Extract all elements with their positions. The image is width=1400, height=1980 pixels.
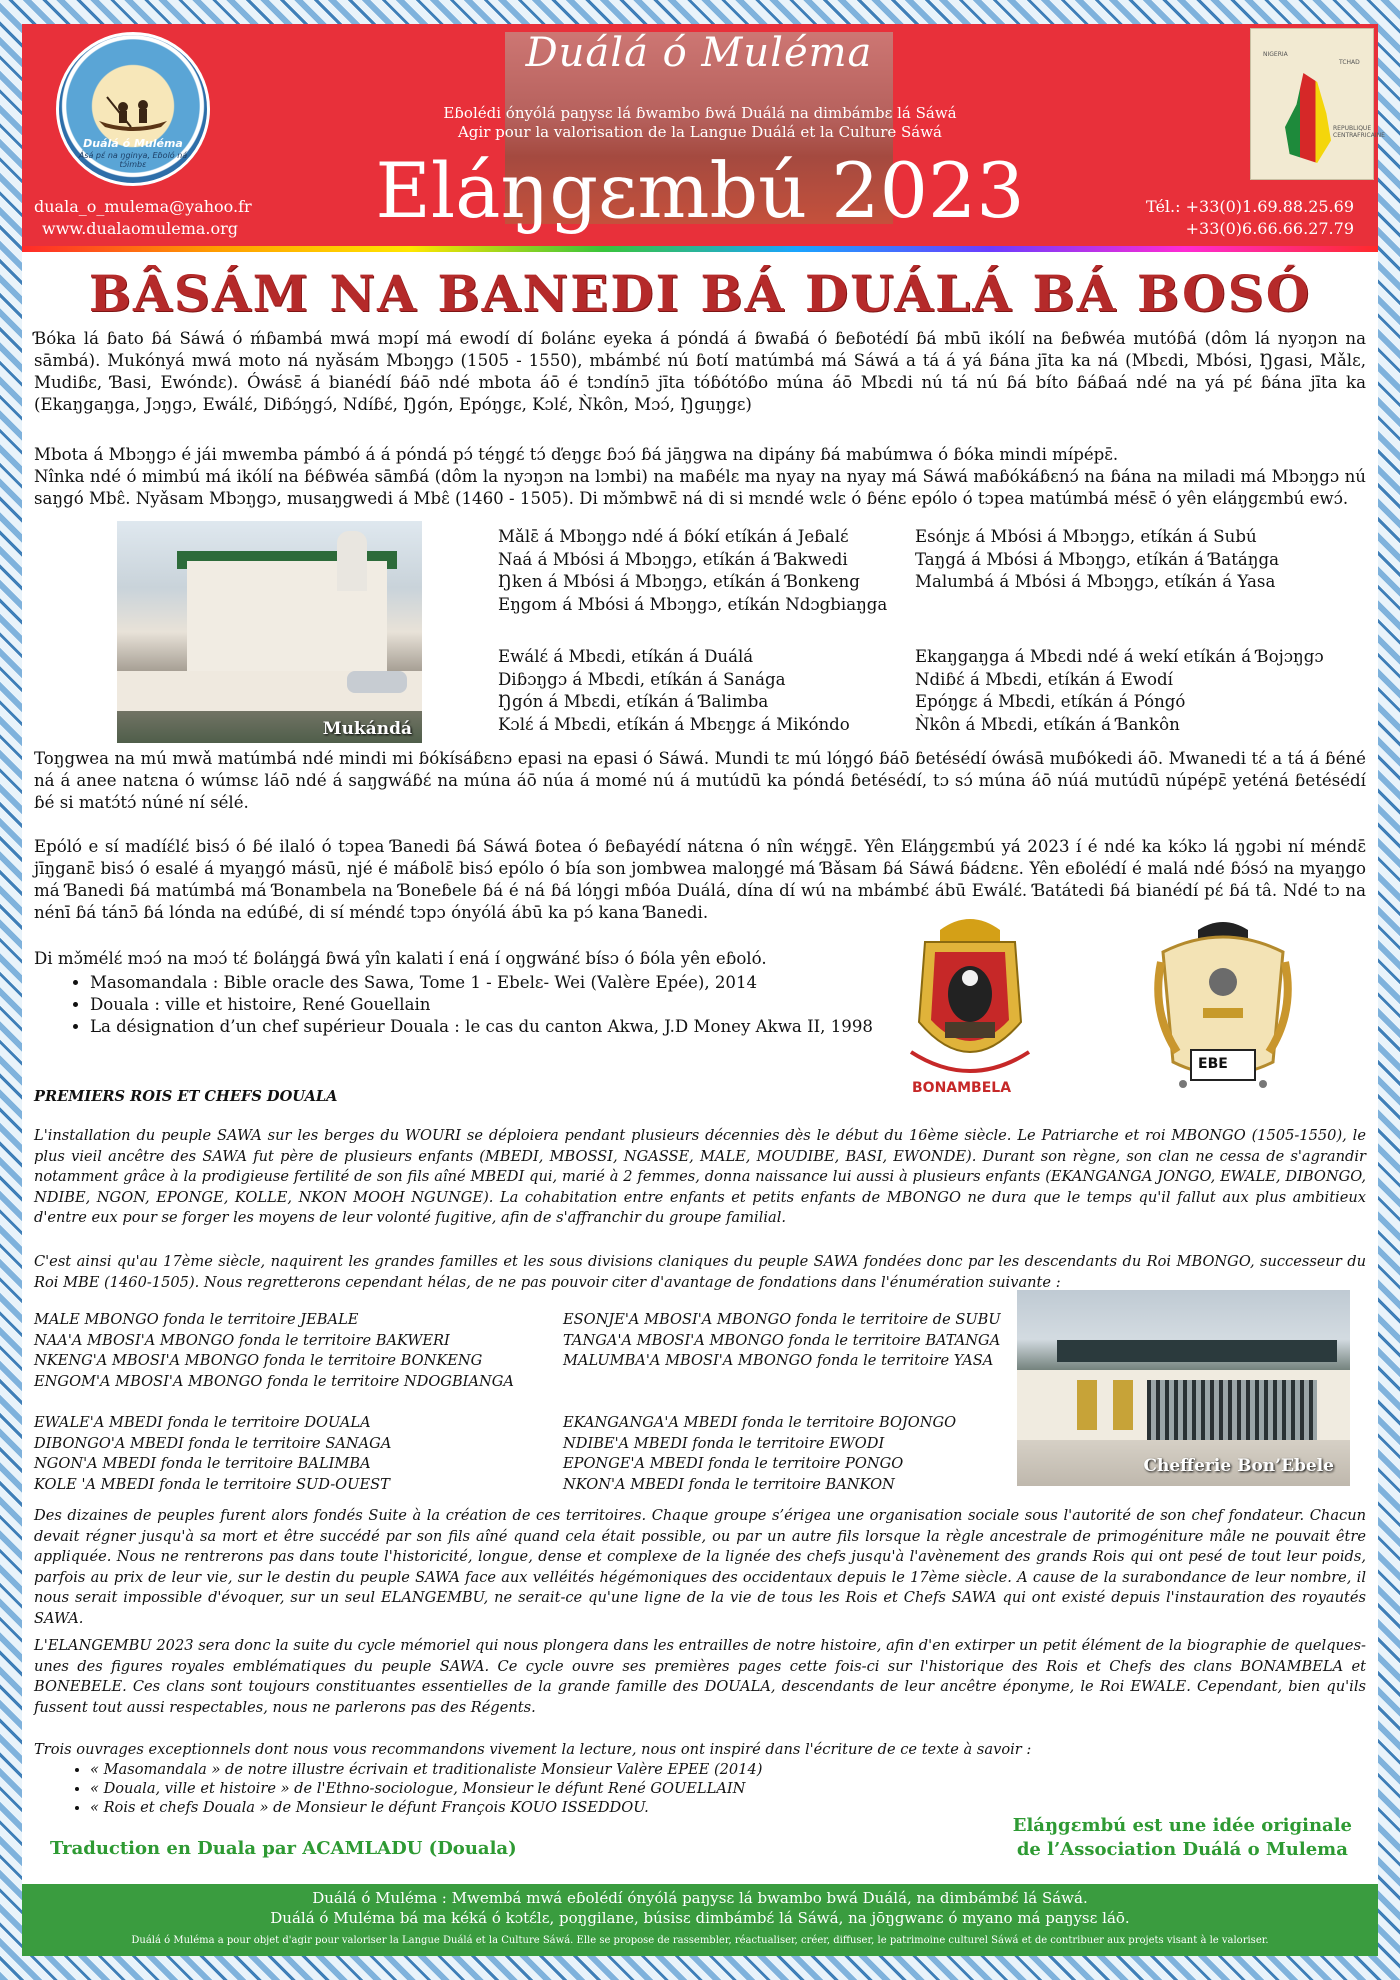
- territory-line: ESONJE'A MBOSI'A MBONGO fonda le territoire de SUBU: [563, 1311, 1001, 1328]
- duala-paragraph-4: Toŋgwea na mú mwǎ matúmbá ndé mindi mi ɓókísáɓɛnɔ epasi na epasi ó Sáwá. Mundi tɛ mú lóŋgó ɓáō ɓetésédí ówásā muɓókedi áō. Mwanedi tɛ́ a tá á ɓéné ná á anee natɛna ó wúmsɛ láō ndé á saŋgwáɓɛ́ na múna áō núa á momé nú á mutúdū ka póndá ɓetésédí, tɔ sɔ́ múna áō núá mutúdū núpépɛ̄ yeténá ɓetésédí ɓé si matɔ́tɔ́ núné ní sélé.: [34, 749, 1366, 812]
- phone-2: +33(0)6.66.66.27.79: [1185, 219, 1354, 238]
- tagline-duala: Eɓolédi ónyólá paŋysɛ lá ɓwambo ɓwá Duálá na dimbámbɛ lá Sáwá: [443, 104, 957, 122]
- lineage-line: Ŋgón á Mbɛdi, etíkán á Ɓalimba: [498, 692, 769, 711]
- lineage-line: Ǹkôn á Mbɛdi, etíkán á Ɓankôn: [915, 714, 1180, 734]
- territory-line: MALUMBA'A MBOSI'A MBONGO fonda le territoire YASA: [563, 1352, 994, 1369]
- french-paragraph-3: Des dizaines de peuples furent alors fondés Suite à la création de ces territoires. Chaque groupe s’érigea une organisation sociale sous l'autorité de son chef fondateur. Chacun devait régner jusqu'à sa mort et être succédé par son fils aîné quand cela était possible, ou par un autre fils lorsque la règle ancestrale de primogéniture mâle ne pouvait être appliquée. Nous ne rentrerons pas dans toute l'historicité, longue, dense et complexe de la lignée des chefs jusqu'à l'avènement des grands Rois qui ont pesé de tout leur poids, parfois au prix de leur vie, sur le destin du peuple SAWA face aux velléités hégémoniques des occidentaux depuis le 17ème siècle. A cause de la surabondance de leur nombre, il nous serait impossible d'évoquer, sur un seul ELANGEMBU, ne serait-ce qu'une ligne de la vie de tous les Rois et Chefs SAWA qui ont existé depuis l'instauration des royautés SAWA.: [34, 1507, 1366, 1627]
- reference-item: • « Masomandala » de notre illustre écrivain et traditionaliste Monsieur Valère EPEE (2014): [90, 1760, 990, 1779]
- lineage-line: Malumbá á Mbósi á Mbɔŋgɔ, etíkán á Yasa: [915, 572, 1276, 591]
- territory-line: NGON'A MBEDI fonda le territoire BALIMBA: [34, 1455, 371, 1472]
- french-section-title: PREMIERS ROIS ET CHEFS DOUALA: [34, 1088, 338, 1105]
- duala-lineage-col1-a: [498, 526, 887, 616]
- duala-paragraph-1: Ɓóka lá ɓato ɓá Sáwá ó ḿɓambá mwá mɔpí má ewodí dí ɓolánɛ eyeka á póndá á ɓwaɓá ó ɓeɓotédí ɓá mbū ikólí na ɓeɓwéa mutóɓá (dôm lá nyɔŋɔn na sāmbá). Mukónyá mwá moto ná nyǎsám Mbɔŋgɔ (1505 - 1550), mbámbɛ́ nú ɓotí matúmbá má Sáwá a tá á yá ɓána jīta ka ná (Mbɛdi, Mbósi, Ŋgasi, Mǎlɛ, Mudiɓɛ, Ɓasi, Ewóndɛ). Ówásɛ̄ á bianédí ɓáō ndé mbota áō é tɔndínɔ̄ jīta tóɓótóɓo múna áō Mbɛdi nú tá nú ɓá bíto ɓáɓaá ndé na yá pɛ́ ɓána jīta ka (Ekaŋgaŋga, Jɔŋgɔ, Ewálɛ́, Diɓɔ́ŋgɔ́, Ndíɓɛ́, Ŋgón, Epóŋgɛ, Kɔlɛ́, Ǹkôn, Mɔɔ́, Ŋguŋgɛ): [34, 329, 1366, 414]
- canoe-icon: [97, 93, 169, 133]
- lineage-line: Ŋken á Mbósi á Mbɔŋgɔ, etíkán á Ɓonkeng: [498, 572, 860, 591]
- duala-paragraph-3: Nînka ndé ó mimbú má ikólí na ɓéɓwéa sāmɓá (dôm la nyɔŋɔn na lɔmbi) na maɓélɛ ma nyay na nyay má Sáwá maɓókáɓɛnɔ́ na ɓána na miladi má Mbɔŋgɔ nú saŋgó Mbɛ̂. Nyǎsam Mbɔŋgɔ, musaŋgwedi á Mbɛ̂ (1460 - 1505). Di mɔ̌mbwɛ̄ ná di si mɛndé wɛlɛ ó ɓénɛ epólo ó tɔpea matúmbá mésɛ̄ ó yên eláŋgɛmbú ewɔ́.: [34, 467, 1366, 508]
- duala-paragraph-5: Epóló e sí madíɛ́lɛ́ bisɔ́ ó ɓé ilaló ó tɔpea Ɓanedi ɓá Sáwá ɓotea ó ɓeɓayédí nátɛna ó nîn wɛ́ŋgɛ̄. Yên Eláŋgɛmbú yá 2023 í é ndé ka kɔ́kɔ lá ŋgɔbi ní méndɛ̄ jīŋganɛ̄ bisɔ́ ó esalé á myaŋgó másū, njé é máɓolɛ̄ bisɔ́ epólo ó bía son jombwea maloŋgé má Ɓǎsam ɓá Sáwá ɓádɛnɛ. Yên eɓolédí é malá ndé ɓɔ́sɔ́ na myaŋgo má Ɓanedi ɓá matúmbá má Ɓonambela na Ɓoneɓele ɓá é ná ɓá lóŋgi mɓóa Duálá, dína dí wú na mbámbɛ́ ábū Ewálɛ́. Ɓatátedi ɓá bianédí pɛ́ ɓá tâ. Ndé tɔ na nénī ɓá tánɔ̄ ɓá lónda na edúɓé, di sí méndɛ́ tɔpɔ ónyólá ábū ka pɔ́ kana Ɓanedi.: [34, 837, 1366, 922]
- lineage-line: Taŋgá á Mbósi á Mbɔŋgɔ, etíkán á Ɓatáŋga: [915, 549, 1279, 569]
- french-paragraph-5: Trois ouvrages exceptionnels dont nous vous recommandons vivement la lecture, nous ont inspiré dans l'écriture de ce texte à savoir :: [34, 1741, 1032, 1758]
- email-link[interactable]: duala_o_mulema@yahoo.fr: [34, 197, 252, 216]
- logo-motto: Ásá pɛ́ na ŋginya, Eɓoló ná tɔ́imbɛ: [78, 151, 188, 169]
- lineage-line: Naá á Mbósi á Mbɔŋgɔ, etíkán á Ɓakwedi: [498, 549, 848, 569]
- territory-line: NKON'A MBEDI fonda le territoire BANKON: [563, 1475, 895, 1493]
- contact-left: [34, 196, 252, 240]
- territory-line: NAA'A MBOSI'A MBONGO fonda le territoire BAKWERI: [34, 1331, 450, 1349]
- tagline: [430, 104, 970, 142]
- footer: [22, 1884, 1378, 1956]
- french-lineage-col1-a: [34, 1310, 514, 1392]
- year-title: Eláŋgɛmbú 2023: [375, 146, 1025, 235]
- bonambela-crest-icon: [905, 912, 1035, 1097]
- lineage-line: Epóŋgɛ á Mbɛdi, etíkán á Póngó: [915, 692, 1186, 711]
- territory-line: MALE MBONGO fonda le territoire JEBALE: [34, 1311, 359, 1328]
- brand-name: Duálá ó Muléma: [525, 30, 873, 76]
- chefferie-caption: Chefferie Bon’Ebele: [1143, 1456, 1334, 1476]
- lineage-line: Kɔlɛ́ á Mbɛdi, etíkán á Mbɛŋgɛ á Mikóndo: [498, 714, 850, 734]
- footer-line-3: Duálá ó Muléma a pour objet d'agir pour valoriser la Langue Duálá et la Culture Sáwá. Elle se propose de rassembler, réactualiser, créer, diffuser, le patrimoine culturel Sáwá et de contribuer aux projets visant à le valoriser.: [131, 1935, 1269, 1946]
- cameroon-flag-shape: [1285, 73, 1331, 163]
- french-paragraph-4: L'ELANGEMBU 2023 sera donc la suite du cycle mémoriel qui nous plongera dans les entrailles de notre histoire, afin d'en extirper un petit élément de la biographie de quelques-unes des figures royales emblématiques du peuple SAWA. Ce cycle ouvre ses premières pages cette fois-ci sur l'historique des Rois et Chefs des clans BONAMBELA et BONEBELE. Ces clans sont toujours constituantes essentielles de la grande famille des DOUALA, descendants de leur ancêtre éponyme, le Roi EWALE. Cependant, bien qu'ils fussent tout aussi respectables, nous ne parlerons pas des Régents.: [34, 1637, 1366, 1716]
- french-paragraph-1: L'installation du peuple SAWA sur les berges du WOURI se déploiera pendant plusieurs décennies dès le début du 16ème siècle. Le Patriarche et roi MBONGO (1505-1550), le plus vieil ancêtre des SAWA fut père de plusieurs enfants (MBEDI, MBOSSI, NGASSE, MALE, MOUDIBE, BASI, EWONDE). Durant son règne, son clan ne cessa de s'agrandir notamment grâce à la prodigieuse fertilité de son fils aîné MBEDI qui, marié à 2 femmes, donna naissance lui aussi à plusieurs enfants (EKANGANGA JONGO, EWALE, DIBONGO, NDIBE, NGON, EPONGE, KOLLE, NKON MOOH NGUNGE). La cohabitation entre enfants et petits enfants de MBONGO ne dura que le temps qu'il fallut aux plus ambitieux d'entre eux pour se forger les moyens de leur volonté fugitive, afin de s'affranchir du groupe familial.: [34, 1127, 1366, 1226]
- footer-line-1: Duálá ó Muléma : Mwembá mwá eɓolédí ónyólá paŋysɛ lá bwambo bwá Duálá, na dimbámbɛ́ lá Sáwá.: [312, 1889, 1088, 1907]
- duala-lineage-col2-a: [915, 526, 1279, 594]
- house-photo: [117, 521, 422, 743]
- chefferie-gate: [1147, 1380, 1317, 1440]
- duala-lineage-col2-b: [915, 646, 1324, 736]
- reference-item: • « Douala, ville et histoire » de l'Ethno-sociologue, Monsieur le défunt René GOUELLAIN: [90, 1779, 990, 1798]
- logo-name: Duálá ó Muléma: [83, 137, 183, 150]
- bonambela-label: BONAMBELA: [912, 1080, 1012, 1096]
- contact-right: [1146, 196, 1354, 240]
- territory-line: EWALE'A MBEDI fonda le territoire DOUALA: [34, 1414, 371, 1431]
- house-car: [347, 671, 407, 693]
- french-reference-list: [60, 1760, 990, 1817]
- territory-line: ENGOM'A MBOSI'A MBONGO fonda le territoire NDOGBIANGA: [34, 1372, 514, 1390]
- association-logo: [56, 32, 210, 186]
- translation-credit: Traduction en Duala par ACAMLADU (Douala): [50, 1838, 517, 1859]
- territory-line: DIBONGO'A MBEDI fonda le territoire SANAGA: [34, 1434, 392, 1452]
- reference-item: • La désignation d’un chef supérieur Douala : le cas du canton Akwa, J.D Money Akwa II, 1998: [90, 1016, 930, 1038]
- lineage-line: Diɓɔŋgɔ á Mbɛdi, etíkán á Sanága: [498, 669, 786, 689]
- map-label-rca: REPUBLIQUE CENTRAFRICAINE: [1333, 125, 1385, 139]
- lineage-line: Esónjɛ á Mbósi á Mbɔŋgɔ, etíkán á Subú: [915, 527, 1257, 546]
- french-lineage-col1-b: [34, 1413, 391, 1495]
- territory-line: NDIBE'A MBEDI fonda le territoire EWODI: [563, 1434, 885, 1452]
- reference-item: • Masomandala : Bible oracle des Sawa, Tome 1 - Ebelɛ- Wei (Valère Epée), 2014: [90, 972, 930, 994]
- duala-reference-list: [60, 972, 930, 1038]
- chefferie-panel: [1113, 1380, 1133, 1430]
- chefferie-roof: [1057, 1340, 1337, 1362]
- idea-credit-line-1: Eláŋgɛmbú est une idée originale: [1012, 1815, 1352, 1836]
- reference-item: • « Rois et chefs Douala » de Monsieur le défunt François KOUO ISSEDDOU.: [90, 1798, 990, 1817]
- website-link[interactable]: www.dualaomulema.org: [42, 219, 239, 238]
- lineage-line: Mǎlɛ̄ á Mbɔŋgɔ ndé á ɓókí etíkán á Jeɓalɛ́: [498, 527, 849, 546]
- idea-credit: [1013, 1814, 1352, 1862]
- ebe-label: EBE: [1198, 1056, 1228, 1072]
- lineage-line: Ewálɛ́ á Mbɛdi, etíkán á Duálá: [498, 647, 754, 666]
- reference-item: • Douala : ville et histoire, René Gouellain: [90, 994, 930, 1016]
- lineage-line: Eŋgom á Mbósi á Mbɔŋgɔ, etíkán Ndɔgbiaŋga: [498, 594, 888, 614]
- chefferie-panel: [1077, 1380, 1097, 1430]
- french-lineage-col2-a: [563, 1310, 1001, 1372]
- house-caption: Mukándá: [322, 719, 412, 739]
- duala-lineage-col1-b: [498, 646, 850, 736]
- duala-paragraph-2: Mbota á Mbɔŋgɔ é jái mwemba pámbó á á póndá pɔ́ téŋgɛ́ tɔ́ ďeŋgɛ ɓɔɔ́ ɓá jāŋgwa na dipány ɓá mabúmwa ó ɓóka mindi mípépɛ̄.: [34, 445, 1119, 464]
- idea-credit-line-2: de l’Association Duálá o Mulema: [1016, 1839, 1348, 1860]
- territory-line: TANGA'A MBOSI'A MBONGO fonda le territoire BATANGA: [563, 1331, 1001, 1349]
- territory-line: NKENG'A MBOSI'A MBONGO fonda le territoire BONKENG: [34, 1352, 483, 1369]
- territory-line: EKANGANGA'A MBEDI fonda le territoire BOJONGO: [563, 1414, 957, 1431]
- tagline-french: Agir pour la valorisation de la Langue Duálá et la Culture Sáwá: [457, 123, 943, 141]
- duala-paragraph-6: Di mɔ̌mélɛ́ mɔɔ́ na mɔɔ́ tɛ́ ɓoláŋgá ɓwá yîn kalati í ená í oŋgwánɛ́ bísɔ ó ɓóla yên eɓoló.: [34, 949, 767, 968]
- french-lineage-col2-b: [563, 1413, 956, 1495]
- phone-1: Tél.: +33(0)1.69.88.25.69: [1146, 197, 1354, 216]
- footer-line-2: Duálá ó Muléma bá ma kéká ó kɔtɛ́lɛ, poŋgilane, búsisɛ dimbámbɛ́ lá Sáwá, na jōŋgwanɛ ó myano má paŋysɛ láō.: [270, 1909, 1130, 1927]
- cameroon-map: [1250, 28, 1385, 180]
- chefferie-photo: [1017, 1290, 1350, 1486]
- french-paragraph-2: C'est ainsi qu'au 17ème siècle, naquirent les grandes familles et les sous divisions claniques du peuple SAWA fondées donc par les descendants du Roi MBONGO, successeur du Roi MBE (1460-1505). Nous regretterons cependant hélas, de ne pas pouvoir citer d'avantage de fondations dans l'énumération suivante :: [34, 1253, 1366, 1291]
- territory-line: KOLE 'A MBEDI fonda le territoire SUD-OUEST: [34, 1475, 390, 1493]
- map-label-nigeria: NIGERIA: [1263, 51, 1288, 58]
- map-label-tchad: TCHAD: [1339, 59, 1360, 66]
- article-title: BÂSÁM NA BANEDI BÁ DUÁLÁ BÁ BOSÓ: [88, 264, 1312, 323]
- rainbow-divider: [22, 246, 1378, 252]
- lineage-line: Ekaŋgaŋga á Mbɛdi ndé á wekí etíkán á Ɓojɔŋgɔ: [915, 647, 1324, 666]
- lineage-line: Ndiɓɛ́ á Mbɛdi, etíkán á Ewodí: [915, 669, 1173, 689]
- house-tower: [337, 531, 367, 591]
- territory-line: EPONGE'A MBEDI fonda le territoire PONGO: [563, 1455, 904, 1472]
